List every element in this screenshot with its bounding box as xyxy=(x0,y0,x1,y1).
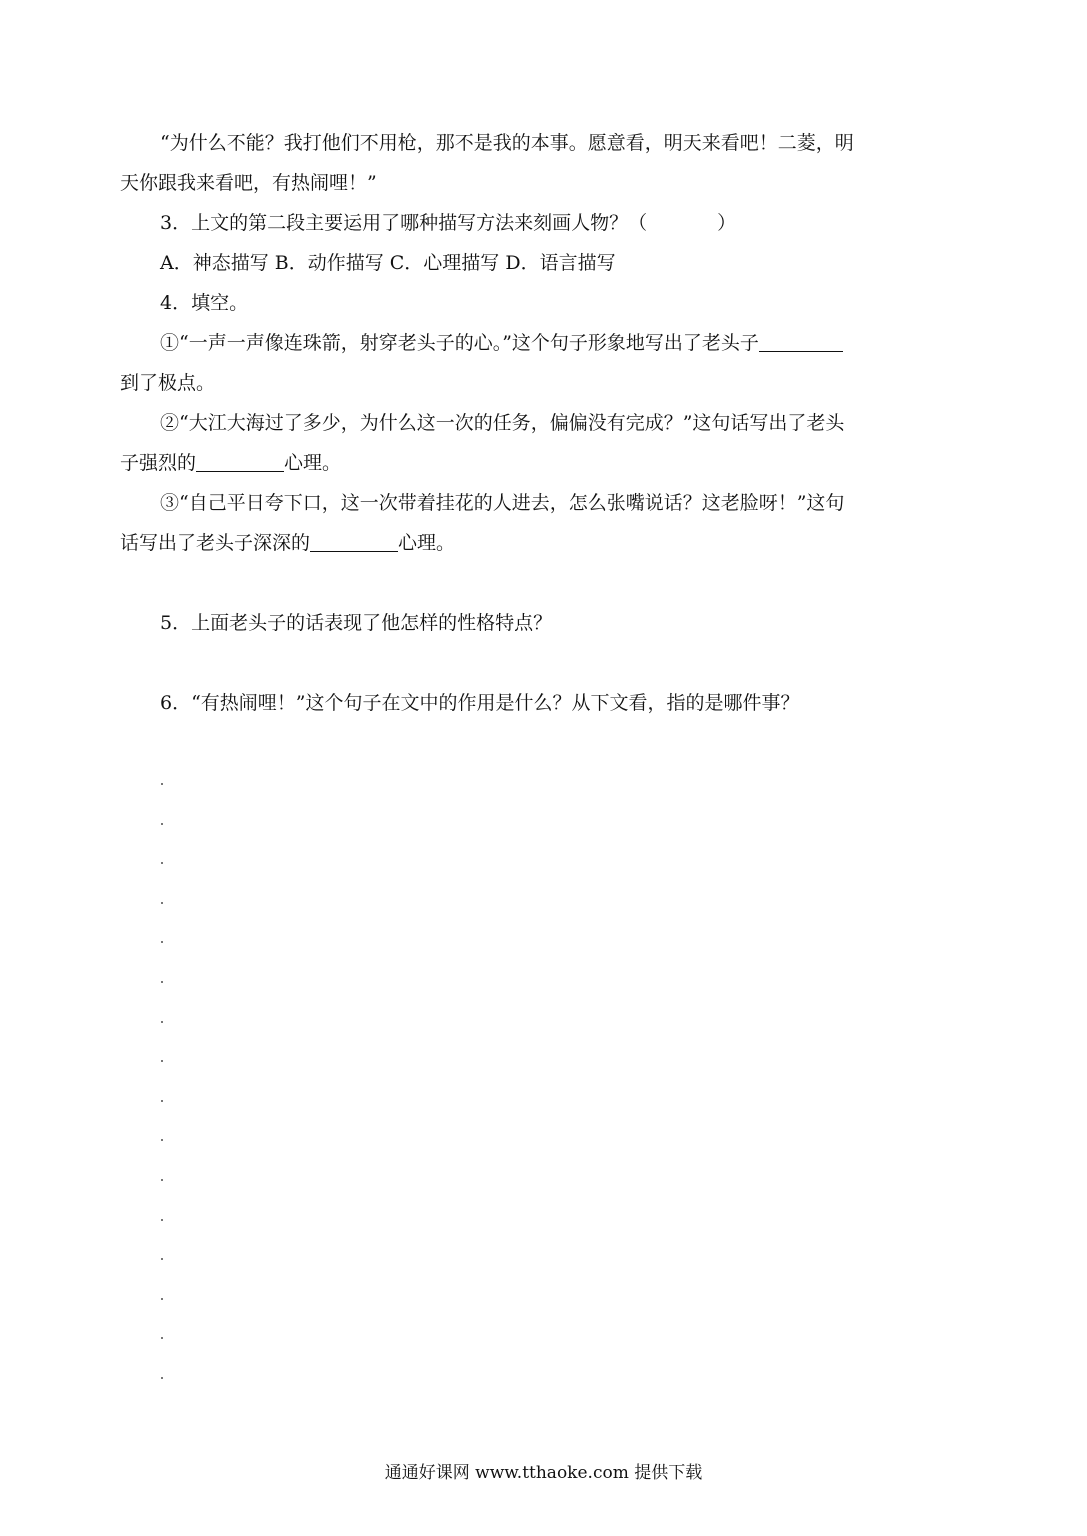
answer-line-marker xyxy=(161,862,163,864)
answer-line-marker xyxy=(161,1179,163,1181)
fill-blank-2 xyxy=(196,453,284,472)
question-4-item-1-cont: 到了极点。 xyxy=(120,372,216,394)
fill-blank-3 xyxy=(310,533,398,552)
answer-line-marker xyxy=(161,1377,163,1379)
answer-line-marker xyxy=(161,1219,163,1221)
item-2-prefix: 子强烈的 xyxy=(120,452,197,474)
question-4-item-1 xyxy=(160,331,970,355)
answer-line-marker xyxy=(161,981,163,983)
question-3-close-paren: ） xyxy=(717,212,737,234)
answer-line-marker xyxy=(161,902,163,904)
item-1-text: ①“一声一声像连珠箭，射穿老头子的心。”这个句子形象地写出了老头子 xyxy=(160,332,759,354)
question-4-item-3: ③“自己平日夸下口，这一次带着挂花的人进去，怎么张嘴说话？这老脸呀！”这句 xyxy=(160,492,845,514)
question-3-options: A．神态描写 B．动作描写 C．心理描写 D．语言描写 xyxy=(160,252,616,274)
question-3-text: 3．上文的第二段主要运用了哪种描写方法来刻画人物？（ xyxy=(160,212,648,234)
passage-line-2: 天你跟我来看吧，有热闹哩！” xyxy=(120,172,377,194)
footer-credit: 通通好课网 www.tthaoke.com 提供下载 xyxy=(384,1463,703,1483)
answer-line-marker xyxy=(161,783,163,785)
answer-line-marker xyxy=(161,1337,163,1339)
answer-line-marker xyxy=(161,1060,163,1062)
question-4-item-2-cont xyxy=(120,451,970,475)
answer-line-marker xyxy=(161,1021,163,1023)
answer-line-marker xyxy=(161,1100,163,1102)
question-4-item-3-cont xyxy=(120,531,970,555)
question-4-title: 4．填空。 xyxy=(160,292,249,314)
fill-blank-1 xyxy=(759,333,843,352)
answer-line-marker xyxy=(161,1298,163,1300)
question-3 xyxy=(160,211,970,235)
item-2-suffix: 心理。 xyxy=(284,452,342,474)
question-5: 5．上面老头子的话表现了他怎样的性格特点？ xyxy=(160,612,553,634)
answer-line-marker xyxy=(161,1139,163,1141)
answer-line-marker xyxy=(161,823,163,825)
passage-line-1: “为什么不能？我打他们不用枪，那不是我的本事。愿意看，明天来看吧！二菱，明 xyxy=(160,132,854,154)
item-3-prefix: 话写出了老头子深深的 xyxy=(120,532,311,554)
answer-line-marker xyxy=(161,941,163,943)
item-3-suffix: 心理。 xyxy=(398,532,456,554)
answer-line-marker xyxy=(161,1258,163,1260)
question-6: 6．“有热闹哩！”这个句子在文中的作用是什么？从下文看，指的是哪件事？ xyxy=(160,692,800,714)
question-4-item-2: ②“大江大海过了多少，为什么这一次的任务，偏偏没有完成？”这句话写出了老头 xyxy=(160,412,845,434)
